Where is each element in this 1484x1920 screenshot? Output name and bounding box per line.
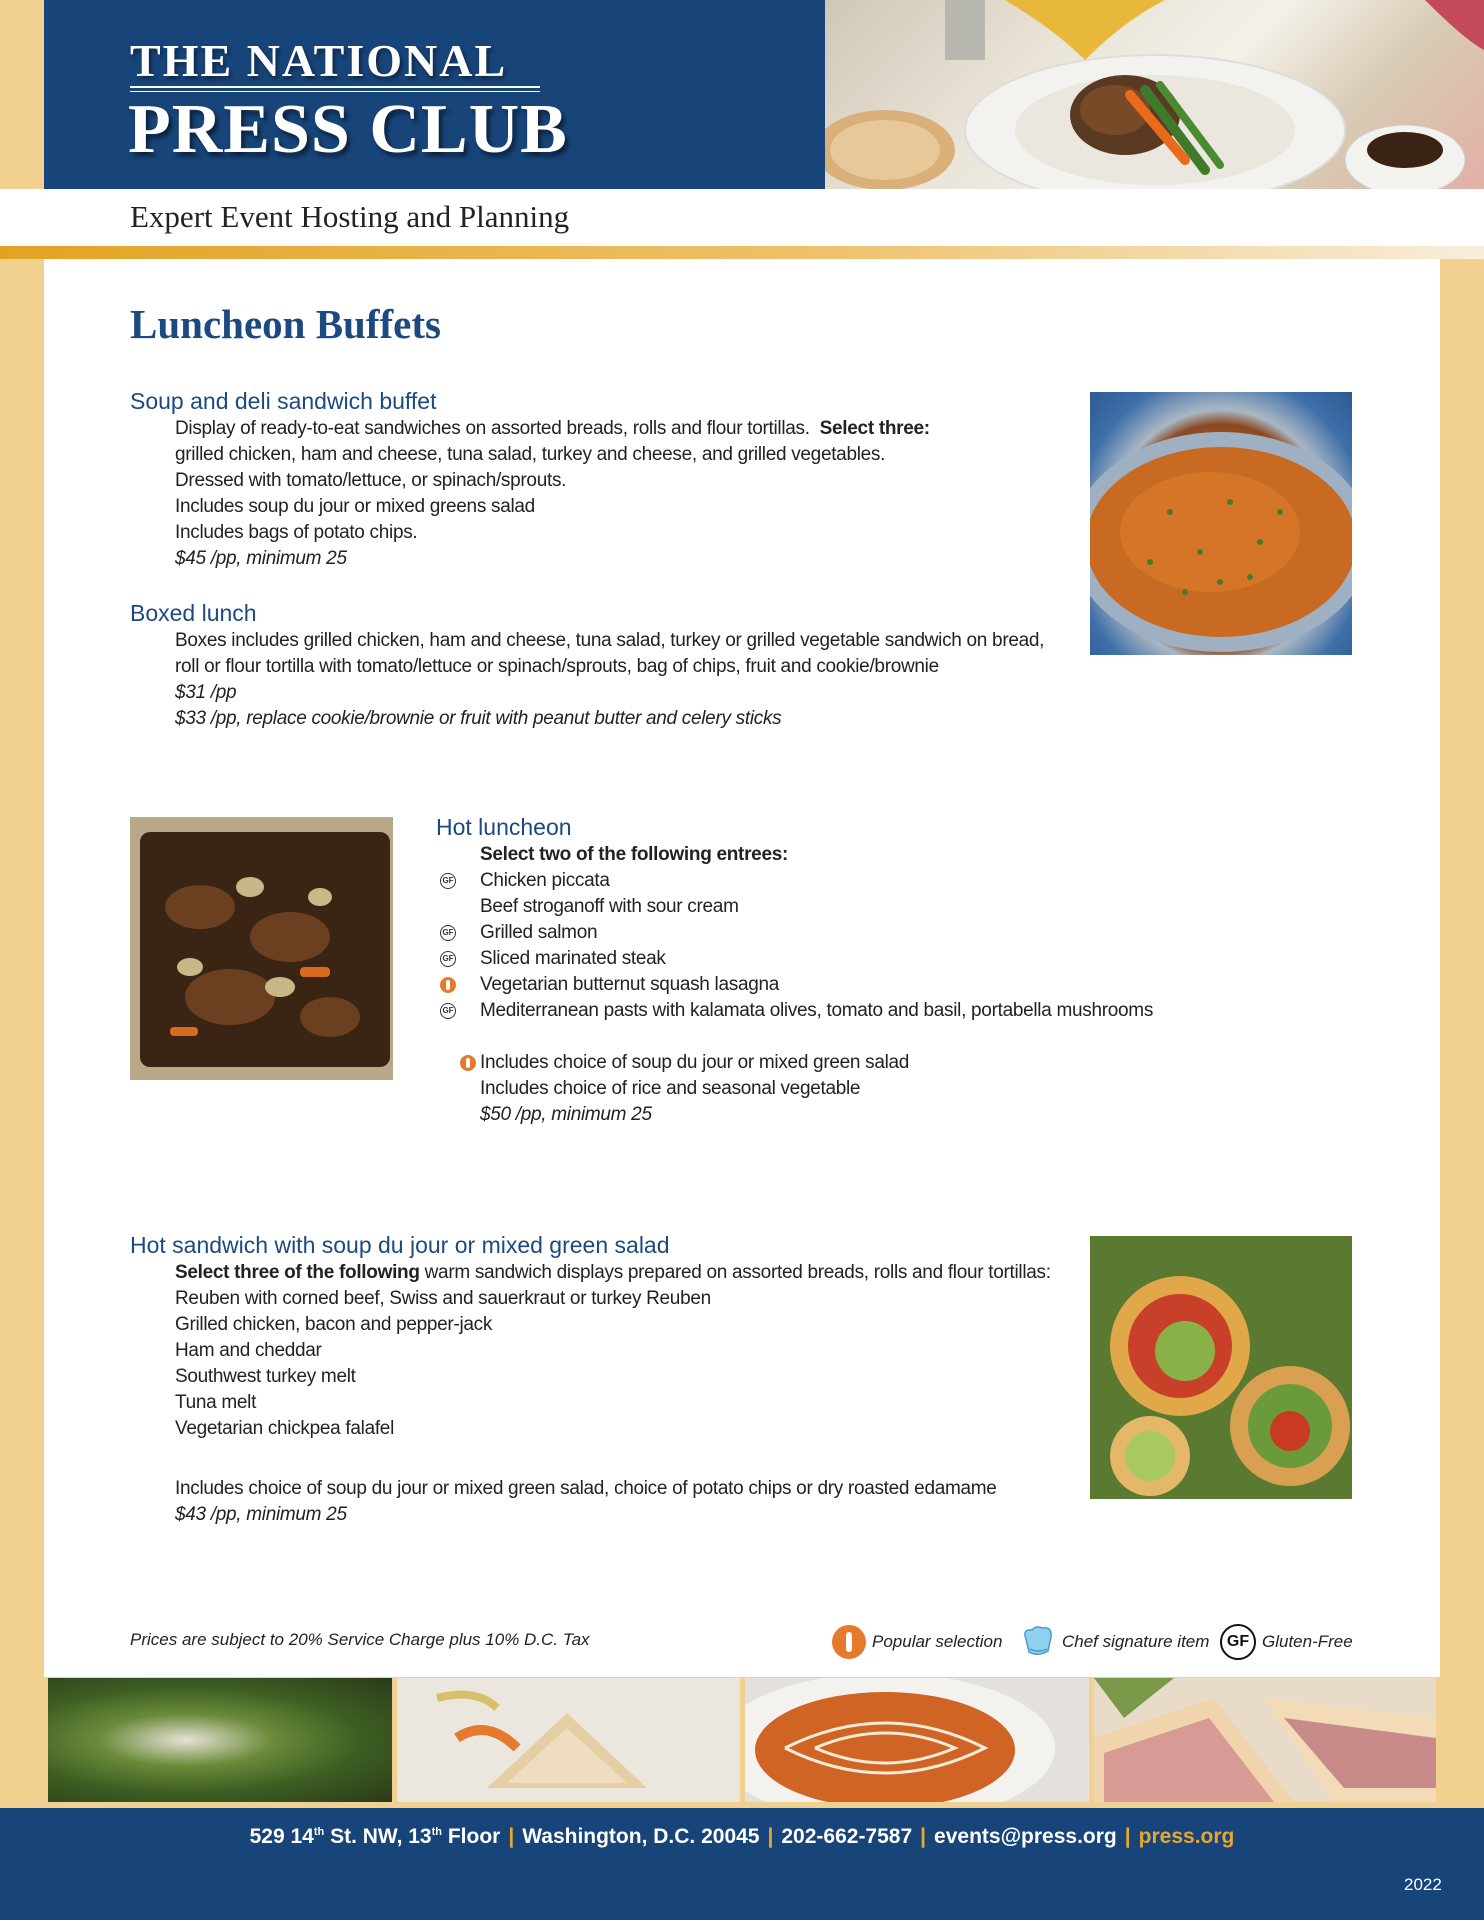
ham-sandwich-photo — [1094, 1678, 1436, 1802]
header-plate-illustration — [825, 0, 1484, 189]
wraps-illustration — [1090, 1236, 1352, 1499]
entree-item: Beef stroganoff with sour cream — [480, 896, 739, 917]
soup-deli-select-label: Select three: — [819, 418, 930, 439]
chef-hat-icon — [1020, 1625, 1056, 1659]
legend-popular — [832, 1624, 1002, 1660]
soup-deli-line-4: Includes soup du jour or mixed greens salad — [175, 496, 535, 517]
footer-website-link[interactable]: press.org — [1138, 1825, 1235, 1848]
boxed-lunch-price-1: $31 /pp — [175, 682, 237, 703]
entree-item: Grilled salmon — [480, 922, 598, 943]
logo-line-1: THE NATIONAL — [130, 35, 508, 86]
section-title-soup-deli: Soup and deli sandwich buffet — [130, 388, 437, 414]
logo-line-2: PRESS CLUB — [128, 91, 568, 168]
ham-sandwich-illustration — [1094, 1678, 1436, 1802]
hot-luncheon-include-2: Includes choice of rice and seasonal vegetable — [480, 1078, 861, 1099]
soup-deli-line-1-text: Display of ready-to-eat sandwiches on assorted breads, rolls and flour tortillas. — [175, 418, 810, 439]
entree-item: Chicken piccata — [480, 870, 610, 891]
salad-photo — [48, 1678, 392, 1802]
boxed-lunch-line-2: roll or flour tortilla with tomato/lettuce or spinach/sprouts, bag of chips, fruit and cookie/brownie — [175, 656, 939, 677]
soup-deli-line-3: Dressed with tomato/lettuce, or spinach/sprouts. — [175, 470, 567, 491]
sandwich-item: Grilled chicken, bacon and pepper-jack — [175, 1314, 493, 1335]
hot-sandwich-price: $43 /pp, minimum 25 — [175, 1504, 347, 1525]
footer-email-link[interactable]: events@press.org — [934, 1825, 1117, 1848]
hot-luncheon-price: $50 /pp, minimum 25 — [480, 1104, 652, 1125]
soup-deli-price: $45 /pp, minimum 25 — [175, 548, 347, 569]
section-title-hot-sandwich: Hot sandwich with soup du jour or mixed green salad — [130, 1232, 670, 1258]
hot-luncheon-photo — [130, 817, 393, 1080]
footer-city: Washington, D.C. 20045 — [522, 1825, 760, 1848]
footer-separator: | — [920, 1825, 927, 1848]
sandwich-plate-illustration — [397, 1678, 740, 1802]
soup-deli-line-5: Includes bags of potato chips. — [175, 522, 418, 543]
boxed-lunch-line-1: Boxes includes grilled chicken, ham and cheese, tuna salad, turkey or grilled vegetable sandwich on bread, — [175, 630, 1045, 651]
boxed-lunch-price-2: $33 /pp, replace cookie/brownie or fruit with peanut butter and celery sticks — [175, 708, 782, 729]
legend-gluten-free — [1220, 1624, 1353, 1660]
popular-selection-icon — [832, 1625, 866, 1659]
gluten-free-icon: GF — [440, 1003, 456, 1019]
bisque-illustration — [745, 1678, 1089, 1802]
tagline: Expert Event Hosting and Planning — [130, 199, 570, 234]
bisque-photo — [745, 1678, 1089, 1802]
gluten-free-icon: GF — [440, 951, 456, 967]
soup-photo — [1090, 392, 1352, 655]
sandwich-item: Southwest turkey melt — [175, 1366, 356, 1387]
sandwich-item: Reuben with corned beef, Swiss and sauerkraut or turkey Reuben — [175, 1288, 711, 1309]
footer-address: 529 14th St. NW, 13th Floor — [249, 1825, 501, 1848]
logo-rule — [130, 86, 540, 88]
footer-contact — [0, 1825, 1484, 1849]
hot-sandwich-intro — [175, 1262, 1051, 1284]
gluten-free-icon: GF — [440, 873, 456, 889]
hot-sandwich-intro-text: warm sandwich displays prepared on assorted breads, rolls and flour tortillas: — [424, 1262, 1051, 1283]
soup-deli-line-2: grilled chicken, ham and cheese, tuna salad, turkey and cheese, and grilled vegetables. — [175, 444, 886, 465]
header-food-photo — [825, 0, 1484, 189]
soup-illustration — [1090, 392, 1352, 655]
legend-chef — [1020, 1624, 1209, 1660]
entree-item: Sliced marinated steak — [480, 948, 666, 969]
sandwich-item: Ham and cheddar — [175, 1340, 322, 1361]
footer-year: 2022 — [1404, 1875, 1442, 1894]
gold-divider — [0, 246, 1484, 259]
legend-popular-label: Popular selection — [872, 1632, 1003, 1651]
gluten-free-icon: GF — [440, 925, 456, 941]
footer-separator: | — [508, 1825, 515, 1848]
legend-gluten-free-label: Gluten-Free — [1262, 1632, 1353, 1651]
roast-illustration — [130, 817, 393, 1080]
section-title-hot-luncheon: Hot luncheon — [436, 814, 572, 840]
soup-deli-line-1 — [175, 418, 930, 440]
footer-phone[interactable]: 202-662-7587 — [781, 1825, 913, 1848]
popular-selection-icon — [440, 977, 456, 993]
footer-separator: | — [767, 1825, 774, 1848]
sandwich-item: Tuna melt — [175, 1392, 257, 1413]
page-title: Luncheon Buffets — [130, 301, 441, 347]
legend-chef-label: Chef signature item — [1062, 1632, 1210, 1651]
sandwich-plate-photo — [397, 1678, 740, 1802]
gluten-free-icon: GF — [1220, 1624, 1256, 1660]
section-title-boxed-lunch: Boxed lunch — [130, 600, 257, 626]
hot-sandwich-include: Includes choice of soup du jour or mixed green salad, choice of potato chips or dry roasted edamame — [175, 1478, 997, 1499]
sandwich-item: Vegetarian chickpea falafel — [175, 1418, 395, 1439]
hot-luncheon-intro: Select two of the following entrees: — [480, 844, 789, 865]
footer-separator: | — [1124, 1825, 1131, 1848]
hot-luncheon-include-1: Includes choice of soup du jour or mixed green salad — [480, 1052, 910, 1073]
entree-item: Mediterranean pasts with kalamata olives, tomato and basil, portabella mushrooms — [480, 1000, 1154, 1021]
entree-item: Vegetarian butternut squash lasagna — [480, 974, 780, 995]
hot-sandwich-select-label: Select three of the following — [175, 1262, 420, 1283]
price-note: Prices are subject to 20% Service Charge plus 10% D.C. Tax — [130, 1630, 590, 1649]
wraps-photo — [1090, 1236, 1352, 1499]
